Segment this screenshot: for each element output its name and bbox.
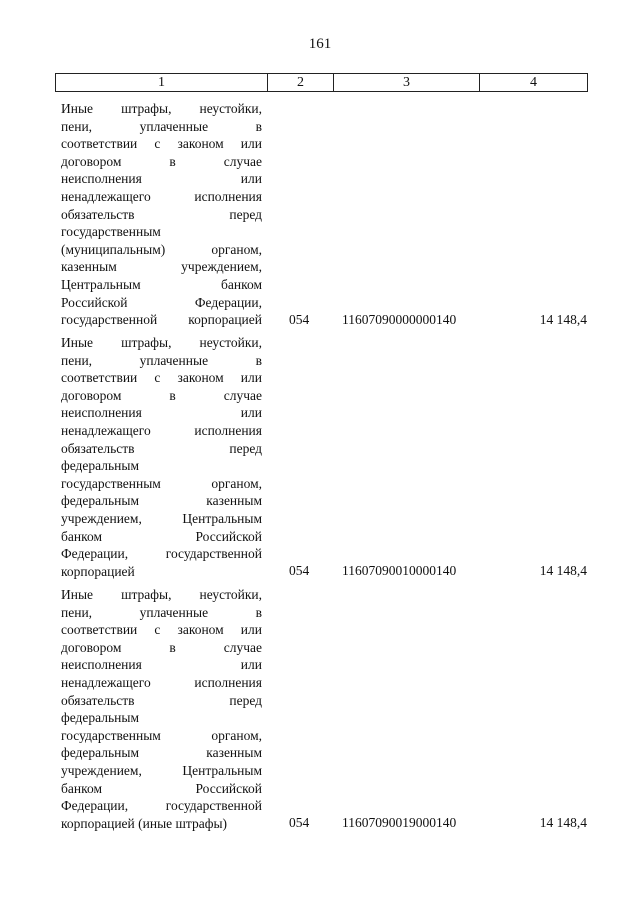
description-line: соответствии с законом или [61,622,262,638]
description-line: пени, уплаченные в [61,118,262,134]
row-description [61,100,262,329]
description-line: договором в случае [61,153,262,169]
description-line: казенным учреждением, [61,259,262,275]
description-line: Иные штрафы, неустойки, [61,587,262,602]
description-line: Иные штрафы, неустойки, [61,335,262,350]
row-code: 054 [289,312,310,327]
description-line: соответствии с законом или [61,370,262,386]
row-code: 054 [289,815,310,830]
description-line: соответствии с законом или [61,136,262,152]
description-line: Федерации, государственной [61,798,262,814]
description-line: государственным органом, [61,475,262,491]
column-header-2: 2 [268,74,334,92]
description-line: пени, уплаченные в [61,352,262,368]
row-kbk: 11607090019000140 [342,815,457,830]
row-amount: 14 148,4 [539,563,587,578]
description-line: федеральным казенным [61,745,262,761]
description-line: Иные штрафы, неустойки, [61,101,262,116]
description-line: договором в случае [61,639,262,655]
column-header-table [55,73,588,92]
description-line: ненадлежащего исполнения [61,422,262,438]
column-header-1: 1 [56,74,268,92]
description-line: Центральным банком [61,276,262,292]
description-line: Федерации, государственной [61,546,262,562]
description-line: пени, уплаченные в [61,604,262,620]
page-number: 161 [308,36,332,52]
row-amount: 14 148,4 [539,312,587,327]
row-amount: 14 148,4 [539,815,587,830]
column-header-3: 3 [334,74,480,92]
description-line: учреждением, Центральным [61,510,262,526]
description-line: корпорацией [61,563,135,579]
description-line: федеральным [61,458,140,474]
row-description [61,586,262,832]
row-kbk: 11607090010000140 [342,563,457,578]
description-line: обязательств перед [61,206,262,222]
description-line: банком Российской [61,528,262,544]
description-line: обязательств перед [61,692,262,708]
description-line: государственной корпорацией [61,312,262,328]
description-line: государственным [61,224,161,240]
row-description [61,334,262,580]
description-line: федеральным [61,710,140,726]
row-code: 054 [289,563,310,578]
column-header-row [56,74,588,92]
column-header-4: 4 [480,74,588,92]
description-line: (муниципальным) органом, [61,241,262,257]
row-kbk: 11607090000000140 [342,312,457,327]
description-line: обязательств перед [61,440,262,456]
description-line: государственным органом, [61,727,262,743]
description-line: неисполнения или [61,657,262,673]
description-line: неисполнения или [61,171,262,187]
description-line: ненадлежащего исполнения [61,188,262,204]
description-line: банком Российской [61,780,262,796]
description-line: ненадлежащего исполнения [61,674,262,690]
description-line: корпорацией (иные штрафы) [61,815,228,831]
description-line: Российской Федерации, [61,294,262,310]
description-line: договором в случае [61,387,262,403]
description-line: учреждением, Центральным [61,762,262,778]
description-line: федеральным казенным [61,493,262,509]
description-line: неисполнения или [61,405,262,421]
